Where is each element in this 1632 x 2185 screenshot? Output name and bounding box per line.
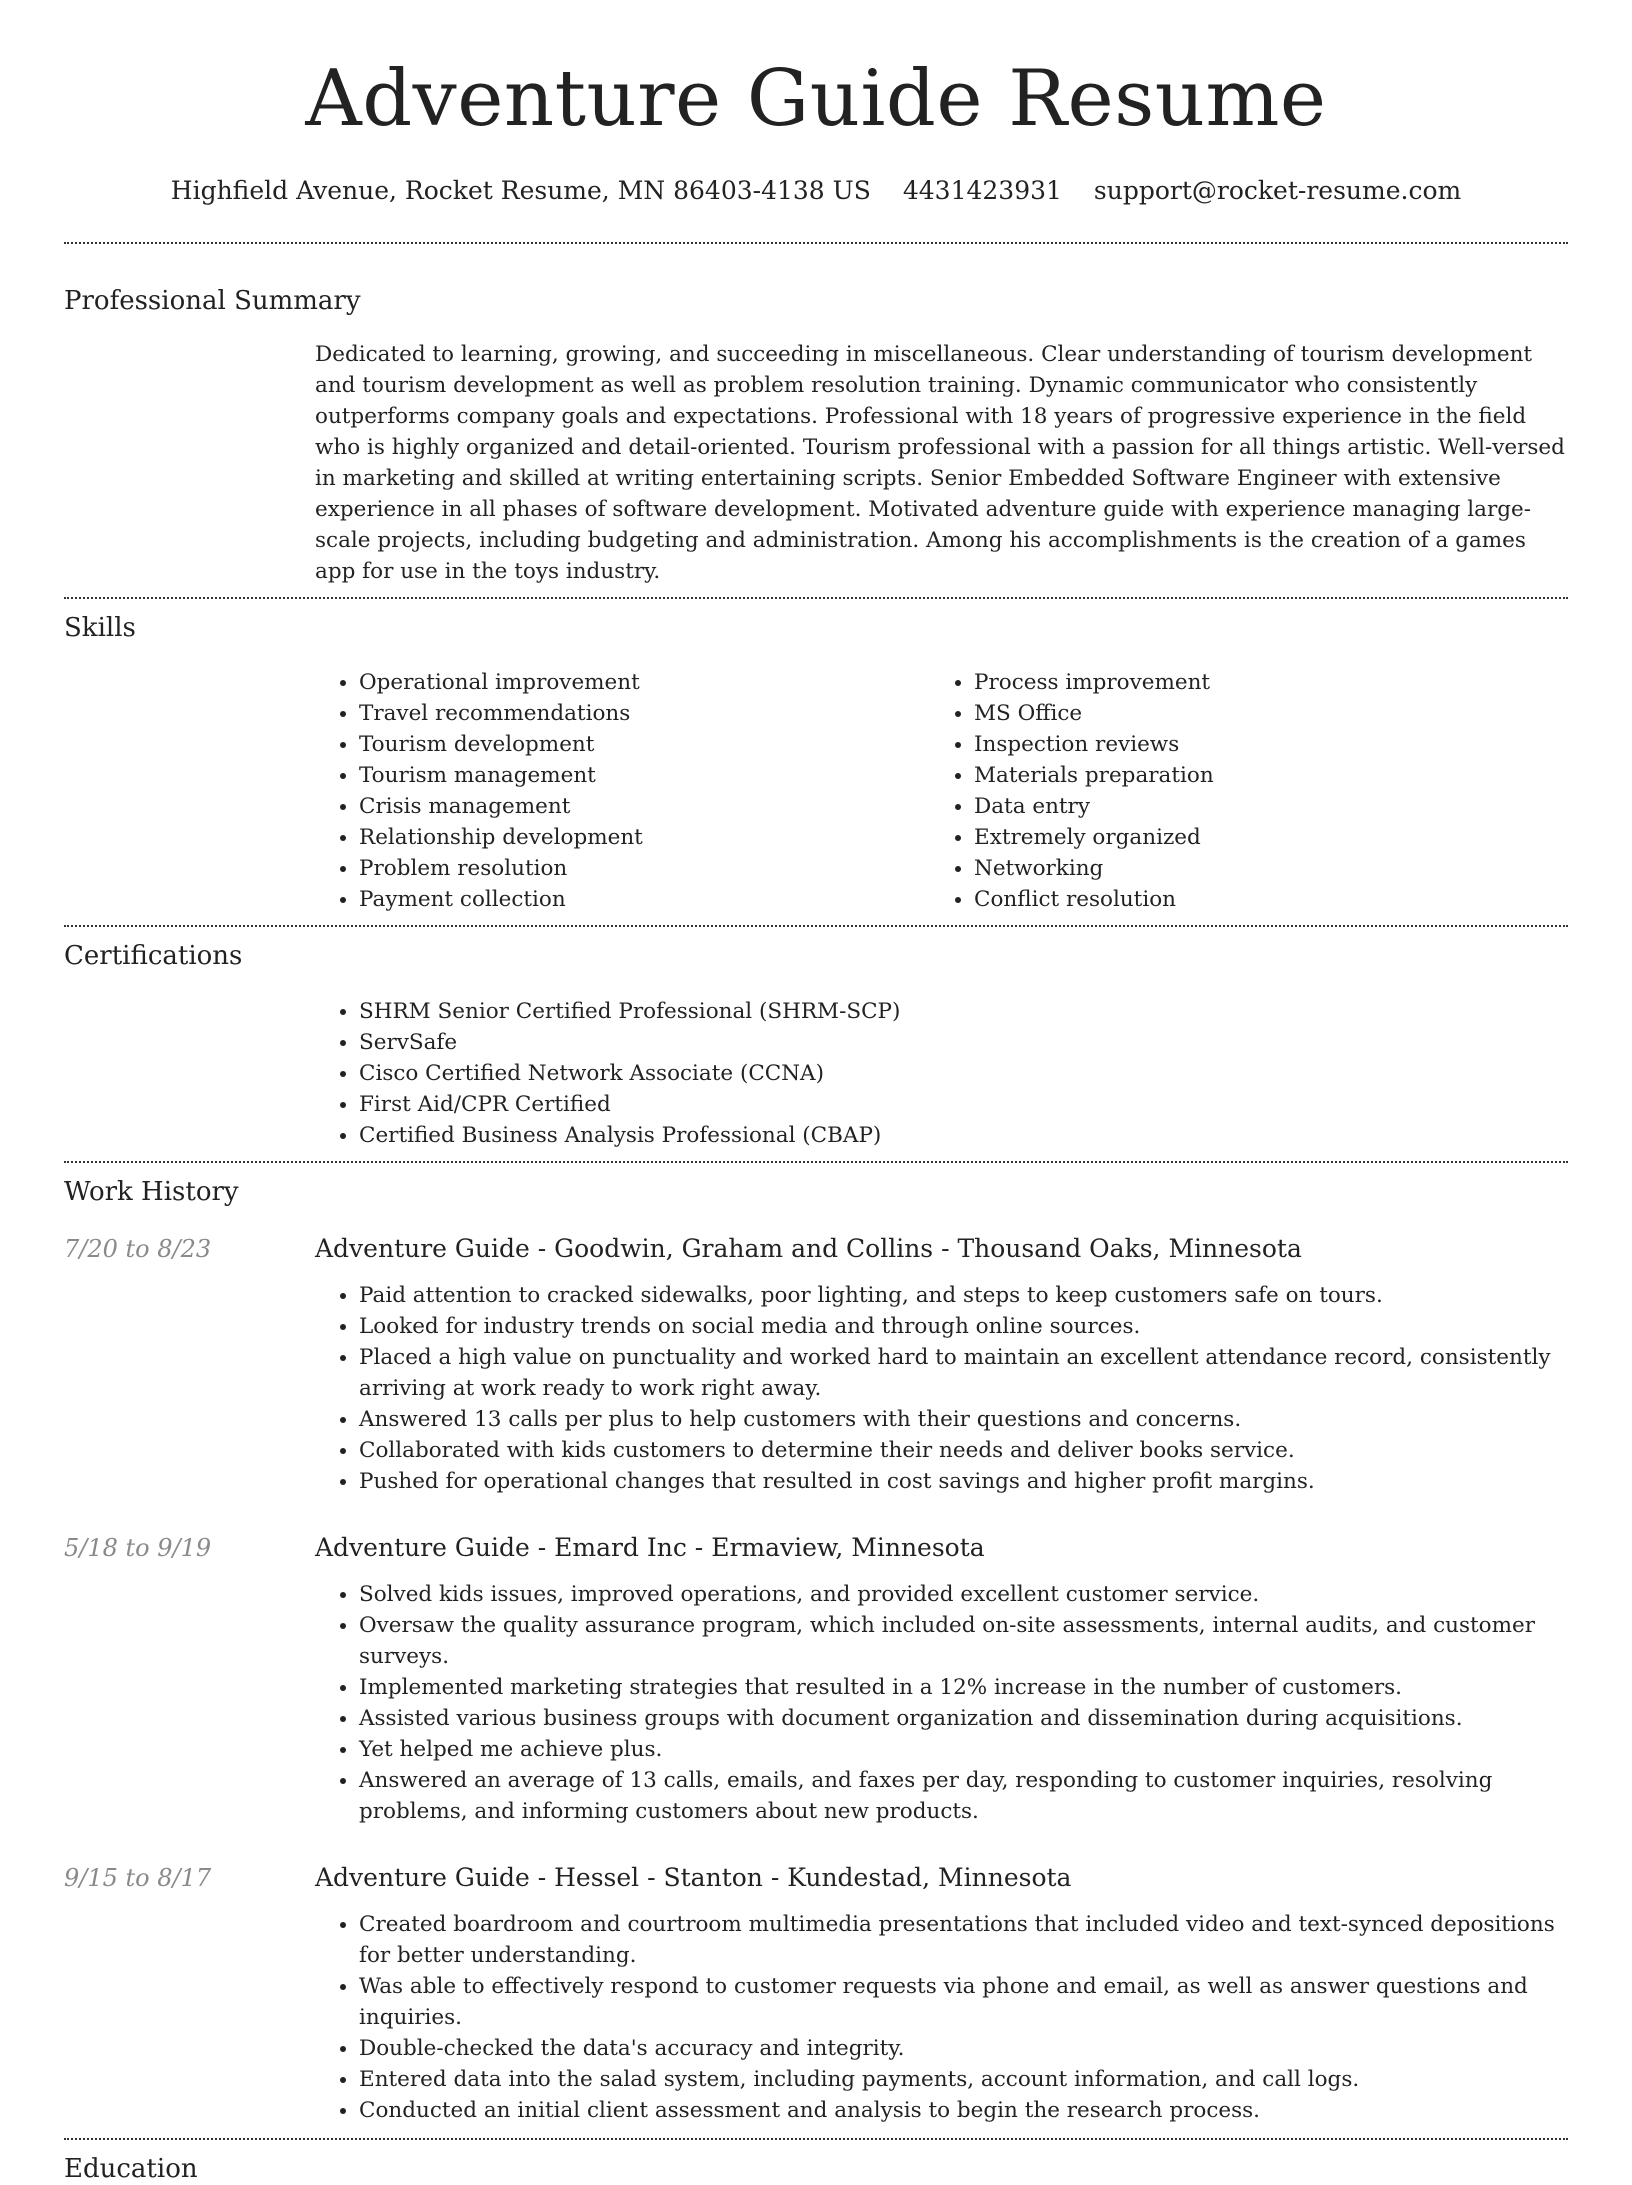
skill-item: • Relationship development — [359, 822, 930, 853]
summary-text: Dedicated to learning, growing, and succeeding in miscellaneous. Clear understanding of tourism development and tourism development as well as problem resolution training. Dynamic communicator who consistently outperforms company goals and expectations. Professional with 18 years of progressive experience in the field who is highly organized and detail-oriented. Tourism professional with a passion for all things artistic. Well-versed in marketing and skilled at writing entertaining scripts. Senior Embedded Software Engineer with extensive experience in all phases of software development. Motivated adventure guide with experience managing large-scale projects, including budgeting and administration. Among his accomplishments is the creation of a games app for use in the toys industry. — [315, 342, 1565, 585]
job-dates: 7/20 to 8/23 — [64, 1234, 212, 1263]
resume-title: Adventure Guide Resume — [305, 54, 1327, 144]
skill-item: • Conflict resolution — [974, 884, 1545, 915]
job-duties — [315, 1280, 1568, 1497]
job-duty: • Answered an average of 13 calls, emails, and faxes per day, responding to customer inquiries, resolving problems, and informing customers about new products. — [359, 1765, 1568, 1827]
certifications-list — [315, 996, 1568, 1151]
section-divider — [64, 2138, 1568, 2140]
section-divider — [64, 925, 1568, 927]
summary-heading: Professional Summary — [64, 286, 361, 316]
job-dates: 9/15 to 8/17 — [64, 1863, 212, 1892]
skill-item: • Tourism development — [359, 729, 930, 760]
job-duty: • Solved kids issues, improved operations, and provided excellent customer service. — [359, 1579, 1568, 1610]
job-duty: • Created boardroom and courtroom multimedia presentations that included video and text-synced depositions for better understanding. — [359, 1909, 1568, 1971]
skill-item: • MS Office — [974, 698, 1545, 729]
skill-item: • Problem resolution — [359, 853, 930, 884]
skill-item: • Process improvement — [974, 667, 1545, 698]
job-duty: • Implemented marketing strategies that resulted in a 12% increase in the number of customers. — [359, 1672, 1568, 1703]
resume-page — [64, 0, 1568, 2185]
certification-item: • First Aid/CPR Certified — [359, 1089, 1568, 1120]
skills-list — [315, 667, 1568, 915]
work-history-heading: Work History — [64, 1176, 239, 1207]
job-duty: • Yet helped me achieve plus. — [359, 1734, 1568, 1765]
skill-item: • Payment collection — [359, 884, 930, 915]
job-duty: • Oversaw the quality assurance program, which included on-site assessments, internal audits, and customer surveys. — [359, 1610, 1568, 1672]
education-section — [64, 2154, 1568, 2185]
certification-item: • SHRM Senior Certified Professional (SHRM-SCP) — [359, 996, 1568, 1027]
job-entry — [64, 1533, 1568, 1827]
skills-heading: Skills — [64, 613, 136, 644]
skill-item: • Tourism management — [359, 760, 930, 791]
job-duty: • Paid attention to cracked sidewalks, poor lighting, and steps to keep customers safe on tours. — [359, 1280, 1568, 1311]
job-duty: • Looked for industry trends on social media and through online sources. — [359, 1311, 1568, 1342]
section-divider — [64, 597, 1568, 599]
job-dates: 5/18 to 9/19 — [64, 1533, 212, 1562]
skill-item: • Travel recommendations — [359, 698, 930, 729]
skill-item: • Inspection reviews — [974, 729, 1545, 760]
certification-item: • Certified Business Analysis Professional (CBAP) — [359, 1120, 1568, 1151]
job-duties — [315, 1909, 1568, 2126]
contact-line — [64, 176, 1568, 206]
certifications-heading: Certifications — [64, 941, 243, 972]
contact-phone: 4431423931 — [902, 176, 1062, 205]
job-duty: • Assisted various business groups with document organization and dissemination during acquisitions. — [359, 1703, 1568, 1734]
skills-column-right — [930, 667, 1545, 915]
job-duty: • Double-checked the data's accuracy and integrity. — [359, 2033, 1568, 2064]
summary-section — [64, 286, 1568, 587]
work-history-section — [64, 1177, 1568, 2126]
job-duty: • Was able to effectively respond to customer requests via phone and email, as well as answer questions and inquiries. — [359, 1971, 1568, 2033]
education-heading: Education — [64, 2153, 198, 2184]
skill-item: • Networking — [974, 853, 1545, 884]
skills-column-left — [315, 667, 930, 915]
job-entry — [64, 1863, 1568, 2126]
job-entry — [64, 1234, 1568, 1497]
section-divider — [64, 1161, 1568, 1163]
skills-section — [64, 613, 1568, 915]
skill-item: • Data entry — [974, 791, 1545, 822]
contact-address: Highfield Avenue, Rocket Resume, MN 86403-4138 US — [170, 176, 871, 205]
contact-email: support@rocket-resume.com — [1093, 176, 1462, 205]
job-duties — [315, 1579, 1568, 1827]
job-heading: Adventure Guide - Goodwin, Graham and Collins - Thousand Oaks, Minnesota — [315, 1233, 1302, 1263]
skill-item: • Extremely organized — [974, 822, 1545, 853]
job-duty: • Collaborated with kids customers to determine their needs and deliver books service. — [359, 1435, 1568, 1466]
certification-item: • Cisco Certified Network Associate (CCNA) — [359, 1058, 1568, 1089]
job-heading: Adventure Guide - Emard Inc - Ermaview, Minnesota — [315, 1532, 985, 1562]
job-duty: • Pushed for operational changes that resulted in cost savings and higher profit margins. — [359, 1466, 1568, 1497]
certifications-section — [64, 941, 1568, 1150]
job-duty: • Answered 13 calls per plus to help customers with their questions and concerns. — [359, 1404, 1568, 1435]
skill-item: • Materials preparation — [974, 760, 1545, 791]
job-duty: • Conducted an initial client assessment and analysis to begin the research process. — [359, 2095, 1568, 2126]
certification-item: • ServSafe — [359, 1027, 1568, 1058]
job-heading: Adventure Guide - Hessel - Stanton - Kundestad, Minnesota — [315, 1862, 1072, 1892]
job-duty: • Entered data into the salad system, including payments, account information, and call logs. — [359, 2064, 1568, 2095]
job-duty: • Placed a high value on punctuality and worked hard to maintain an excellent attendance record, consistently arriving at work ready to work right away. — [359, 1342, 1568, 1404]
section-divider — [64, 242, 1568, 244]
skill-item: • Operational improvement — [359, 667, 930, 698]
skill-item: • Crisis management — [359, 791, 930, 822]
